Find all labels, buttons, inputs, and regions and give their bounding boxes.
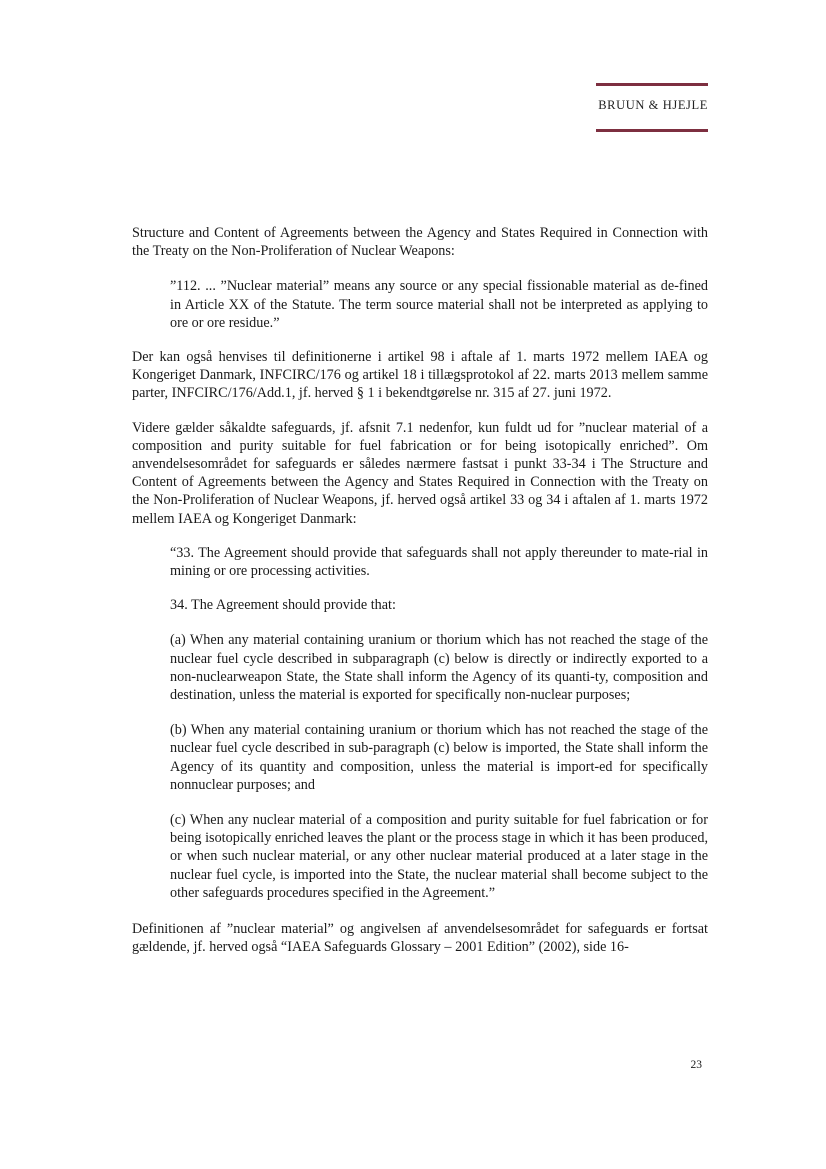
body-text — [132, 224, 708, 957]
paragraph-safeguards-scope: Videre gælder såkaldte safeguards, jf. afsnit 7.1 nedenfor, kun fuldt ud for ”nuclear material of a composition and purity suitable for fuel fabrication or for being isotopically enriched”. Om anvendelsesområdet for safeguards er således nærmere fastsat i punkt 33-34 i The Structure and Content of Agreements between the Agency and States Required in Connection with the Treaty on the Non-Proliferation of Nuclear Weapons, jf. herved også artikel 33 og 34 i aftalen af 1. marts 1972 mellem IAEA og Kongeriget Danmark: — [132, 419, 708, 527]
blockquote-34b: (b) When any material containing uranium or thorium which has not reached the stage of the nuclear fuel cycle described in sub-paragraph (c) below is imported, the State shall inform the Agency of its quantity and composition, unless the material is import-ed for specifically nonnuclear purposes; and — [170, 722, 708, 793]
paragraph-intro: Structure and Content of Agreements between the Agency and States Required in Connection with the Treaty on the Non-Proliferation of Nuclear Weapons: — [132, 225, 708, 260]
paragraph-definitions-ref: Der kan også henvises til definitionerne i artikel 98 i aftale af 1. marts 1972 mellem IAEA og Kongeriget Danmark, INFCIRC/176 og artikel 18 i tillægsprotokol af 22. marts 2013 mellem samme parter, INFCIRC/176/Add.1, jf. herved § 1 i bekendtgørelse nr. 315 af 27. juni 1972. — [132, 349, 708, 402]
blockquote-34a: (a) When any material containing uranium or thorium which has not reached the stage of the nuclear fuel cycle described in subparagraph (c) below is directly or indirectly exported to a non-nuclearweapon State, the State shall inform the Agency of its quanti-ty, composition and destination, unless the material is exported for specifically non-nuclear purposes; — [170, 632, 708, 704]
blockquote-112: ”112. ... ”Nuclear material” means any source or any special fissionable material as de-fined in Article XX of the Statute. The term source material shall not be interpreted as applying to ore or ore residue.” — [170, 278, 708, 331]
blockquote-33: “33. The Agreement should provide that safeguards shall not apply thereunder to mate-rial in mining or ore processing activities. — [170, 544, 708, 580]
paragraph-closing: Definitionen af ”nuclear material” og angivelsen af anvendelsesområdet for safeguards er fortsat gældende, jf. herved også “IAEA Safeguards Glossary – 2001 Edition” (2002), side 16- — [132, 921, 708, 956]
blockquote-34c: (c) When any nuclear material of a composition and purity suitable for fuel fabrication or for being isotopically enriched leaves the plant or the process stage in which it has been produced, or when such nuclear material, or any other nuclear material produced at a later stage in the nuclear fuel cycle, is imported into the State, the nuclear material shall become subject to the other safeguards procedures specified in the Agreement.” — [170, 812, 708, 901]
blockquote-34: 34. The Agreement should provide that: — [170, 597, 396, 614]
page-number: 23 — [690, 1059, 702, 1071]
header-rule-top — [596, 83, 708, 86]
header-rule-bottom — [596, 129, 708, 132]
firm-name: BRUUN & HJEJLE — [598, 98, 708, 112]
